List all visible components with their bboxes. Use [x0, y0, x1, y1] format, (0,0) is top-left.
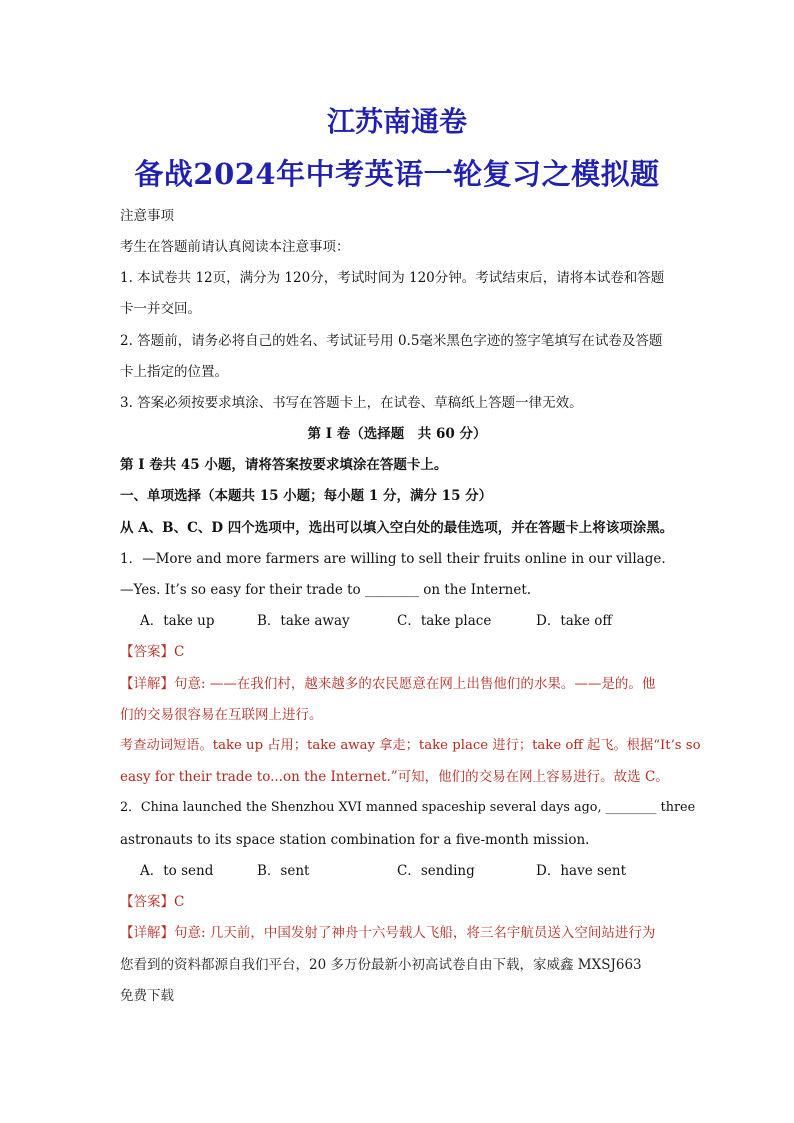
q1-detail-a: 【详解】句意: ——在我们村，越来越多的农民愿意在网上出售他们的水果。——是的。他 [120, 676, 656, 692]
q2-option-d: D．have sent [536, 863, 627, 879]
notice-heading: 注意事项 [120, 208, 174, 224]
q1-analysis-b: easy for their trade to...on the Internet.”可知，他们的交易在网上容易进行。故选 C。 [120, 769, 669, 785]
q1-line-2: —Yes. It’s so easy for their trade to ________ on the Internet. [120, 582, 532, 598]
footer-line-2: 免费下载 [120, 988, 174, 1004]
notice-item-2a: 2. 答题前，请务必将自己的姓名、考试证号用 0.5毫米黑色字迹的签字笔填写在试卷及答题 [120, 333, 663, 349]
footer-line-1: 您看到的资料都源自我们平台，20 多万份最新小初高试卷自由下载，家威鑫 MXSJ663 [120, 957, 642, 973]
notice-item-1b: 卡一并交回。 [120, 301, 201, 317]
title-line-2: 备战2024年中考英语一轮复习之模拟题 [134, 157, 660, 191]
notice-item-1a: 1. 本试卷共 12页，满分为 120分，考试时间为 120分钟。考试结束后，请将本试卷和答题 [120, 270, 665, 286]
q1-option-d: D．take off [536, 613, 612, 629]
q2-detail-a: 【详解】句意: 几天前，中国发射了神舟十六号载人飞船，将三名宇航员送入空间站进行为 [120, 925, 656, 941]
q1-analysis-a: 考查动词短语。take up 占用；take away 拿走；take place 进行；take off 起飞。根据“It’s so [120, 738, 701, 753]
q2-line-1: 2．China launched the Shenzhou XVI manned spaceship several days ago, ________ three [120, 800, 696, 815]
q2-option-c: C．sending [397, 863, 475, 879]
notice-item-3: 3. 答案必须按要求填涂、书写在答题卡上，在试卷、草稿纸上答题一律无效。 [120, 395, 583, 411]
q1-line-1: 1．—More and more farmers are willing to sell their fruits online in our village. [120, 551, 666, 567]
notice-intro: 考生在答题前请认真阅读本注意事项： [120, 239, 350, 255]
q2-line-2: astronauts to its space station combination for a five-month mission. [120, 832, 590, 848]
part-description: 第 I 卷共 45 小题，请将答案按要求填涂在答题卡上。 [120, 457, 448, 473]
q1-detail-b: 们的交易很容易在互联网上进行。 [120, 707, 323, 723]
q1-option-c: C．take place [397, 613, 492, 629]
section-instruction: 从 A、B、C、D 四个选项中，选出可以填入空白处的最佳选项，并在答题卡上将该项涂黑。 [120, 520, 674, 536]
title-line-1: 江苏南通卷 [326, 105, 467, 138]
q2-option-a: A．to send [140, 863, 214, 879]
part-title: 第 I 卷（选择题 共 60 分） [307, 426, 487, 442]
q1-answer: 【答案】C [120, 644, 185, 660]
q1-option-a: A．take up [140, 613, 215, 629]
notice-item-2b: 卡上指定的位置。 [120, 364, 228, 380]
q2-option-b: B．sent [257, 863, 310, 879]
q2-answer: 【答案】C [120, 894, 185, 910]
section-subtitle: 一、单项选择（本题共 15 小题；每小题 1 分，满分 15 分） [120, 488, 493, 504]
q1-option-b: B．take away [257, 613, 350, 629]
